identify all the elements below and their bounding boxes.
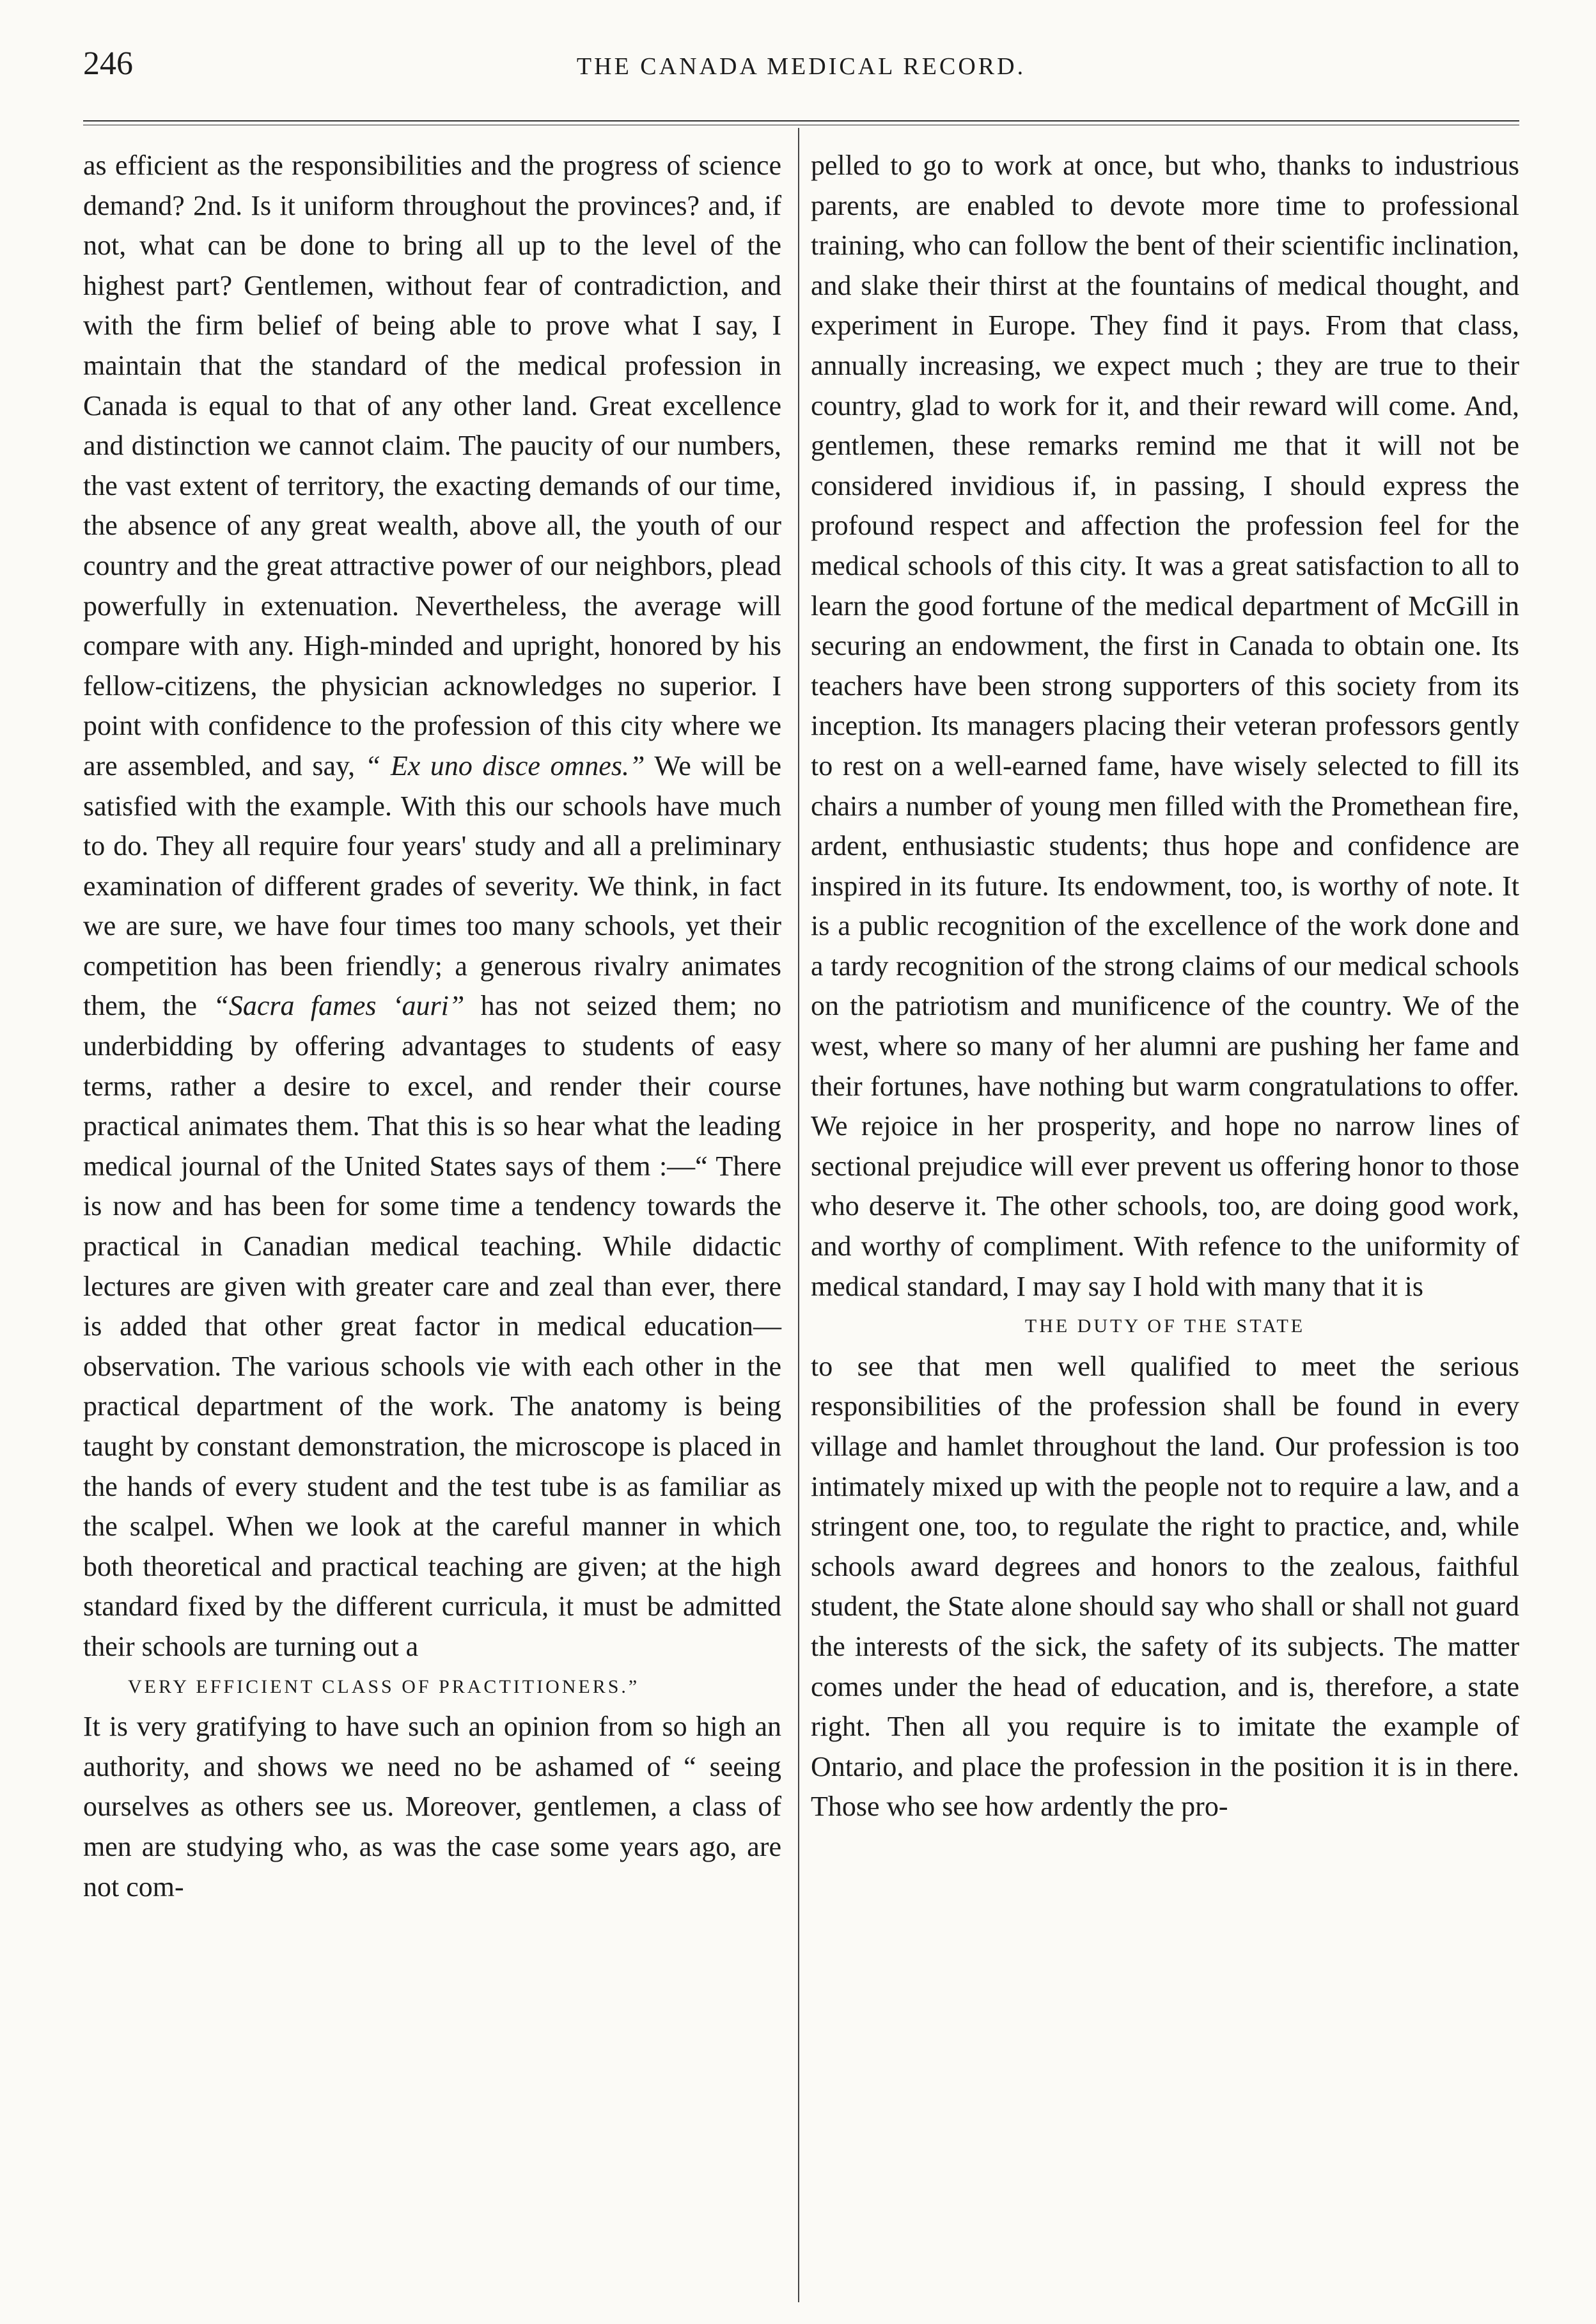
journal-title: THE CANADA MEDICAL RECORD. <box>576 53 1026 80</box>
latin-quote-sacra-fames: “Sacra fames ‘auri” <box>213 990 465 1022</box>
right-subheading: THE DUTY OF THE STATE <box>1024 1315 1306 1337</box>
header-rule <box>83 120 1519 125</box>
left-subheading: VERY EFFICIENT CLASS OF PRACTITIONERS.” <box>128 1676 640 1697</box>
left-text-1b: We will be satisfied with the example. With this our schools have much to do. They all require four years' study and all a preliminary examination of different grades of severity. We think, in fact we are sure, we have four times too many schools, yet their competition has been friendly; a generous rivalry animates them, the <box>83 750 782 1022</box>
left-text-1c: has not seized them; no underbidding by offering advantages to students of easy terms, rather a desire to excel, and render their course practical animates them. That this is so hear what the leading medical journal of the United States says of them :—“ There is now and has been for some time a tendency towards the practical in Canadian medical teaching. While didactic lectures are given with greater care and zeal than ever, there is added that other great factor in medical education—observation. The various schools vie with each other in the practical department of the work. The anatomy is being taught by constant demonstration, the microscope is placed in the hands of every student and the test tube is as familiar as the scalpel. When we look at the careful manner in which both theoretical and practical teaching are given; at the high standard fixed by the different curricula, it must be admitted their schools are turning out a <box>83 990 782 1662</box>
right-paragraph-1: pelled to go to work at once, but who, thanks to industrious parents, are enabled to devote more time to professional training, who can follow the bent of their scientific inclination, and slake their thirst at the fountains of medical thought, and experiment in Europe. They find it pays. From that class, annually increasing, we expect much ; they are true to their country, glad to work for it, and their reward will come. And, gentlemen, these remarks remind me that it will not be considered invidious if, in passing, I should express the profound respect and affection the profession feel for the medical schools of this city. It was a great satisfaction to all to learn the good fortune of the medical department of McGill in securing an endowment, the first in Canada to obtain one. Its teachers have been strong supporters of this society from its inception. Its managers placing their veteran professors gently to rest on a well-earned fame, have wisely selected to fill its chairs a number of young men filled with the Promethean fire, ardent, enthusiastic students; thus hope and confidence are inspired in its future. Its endowment, too, is worthy of note. It is a public recognition of the excellence of the work done and a tardy recognition of the strong claims of our medical schools on the patriotism and munificence of the country. We of the west, where so many of her alumni are pushing her fame and their fortunes, have nothing but warm congratulations to offer. We rejoice in her prosperity, and hope no narrow lines of sectional prejudice will ever prevent us offering honor to those who deserve it. The other schools, too, are doing good work, and worthy of compliment. With refence to the uniformity of medical standard, I may say I hold with many that it is <box>811 150 1519 1302</box>
left-column <box>83 146 781 1907</box>
right-paragraph-2: to see that men well qualified to meet the serious responsibilities of the profession shall be found in every village and hamlet throughout the land. Our profession is too intimately mixed up with the people not to require a law, and a stringent one, too, to regulate the right to practice, and, while schools award degrees and honors to the zealous, faithful student, the State alone should say who shall or shall not guard the interests of the sick, the safety of its subjects. The matter comes under the head of education, and is, therefore, a state right. Then all you require is to imitate the example of Ontario, and place the profession in the position it is in there. Those who see how ardently the pro- <box>811 1350 1519 1823</box>
left-paragraph-2: It is very gratifying to have such an opinion from so high an authority, and shows we need no be ashamed of “ seeing ourselves as others see us. Moreover, gentlemen, a class of men are studying who, as was the case some years ago, are not com- <box>83 1711 781 1903</box>
running-header <box>83 38 1519 109</box>
left-text-1: as efficient as the responsibilities and the progress of science demand? 2nd. Is it uniform throughout the provinces? and, if not, what can be done to bring all up to the level of the highest part? Gentlemen, without fear of contradiction, and with the firm belief of being able to prove what I say, I maintain that the standard of the medical profession in Canada is equal to that of any other land. Great excellence and distinction we cannot claim. The paucity of our numbers, the vast extent of territory, the exacting demands of our time, the absence of any great wealth, above all, the youth of our country and the great attractive power of our neighbors, plead powerfully in extenuation. Nevertheless, the average will compare with any. High-minded and upright, honored by his fellow-citizens, the physician acknowledges no superior. I point with confidence to the profession of this city where we are assembled, and say, <box>83 150 781 781</box>
right-column <box>811 146 1519 1827</box>
column-divider <box>798 128 799 2302</box>
latin-quote-ex-uno: “ Ex uno disce omnes.” <box>364 750 645 781</box>
left-paragraph-1 <box>83 146 781 1667</box>
page-number: 246 <box>83 45 133 82</box>
